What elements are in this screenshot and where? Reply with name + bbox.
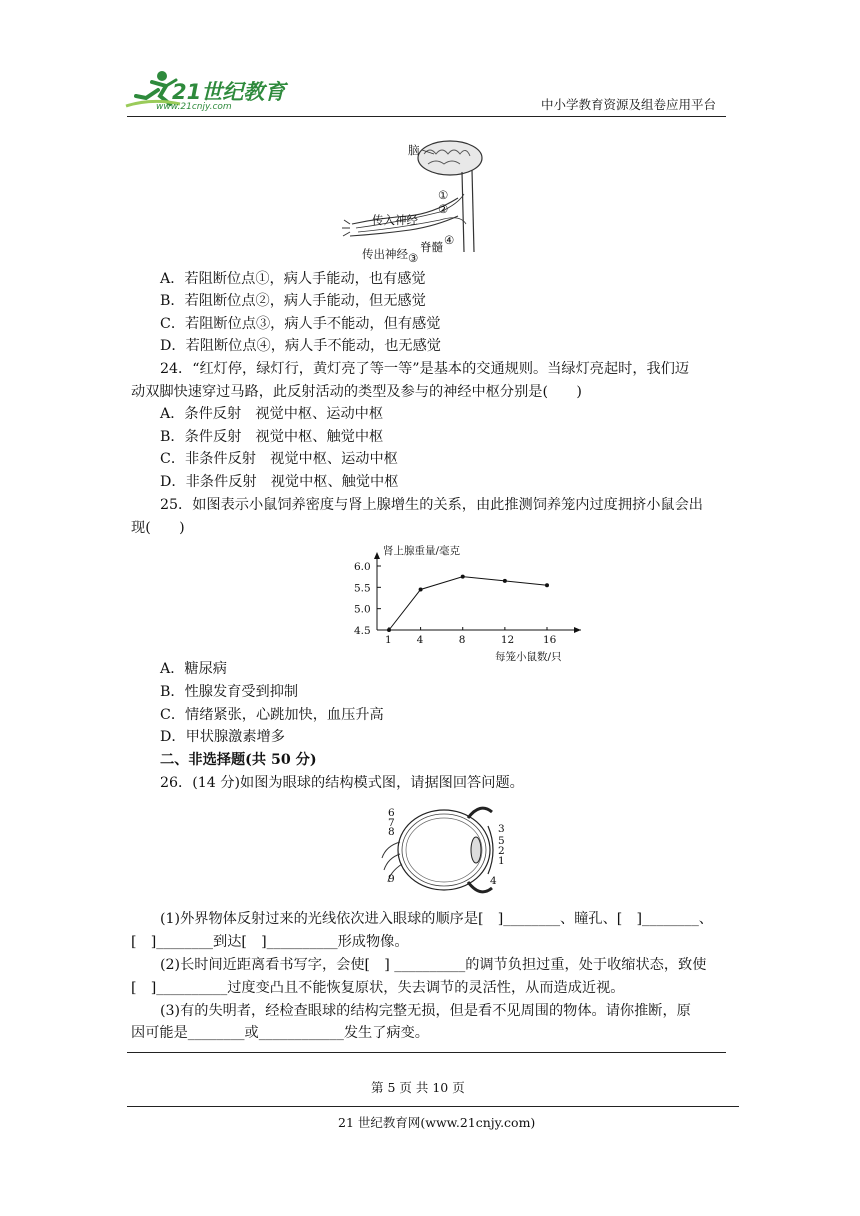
chart-data-point xyxy=(503,579,507,583)
eye-label-9: 9 xyxy=(388,873,395,885)
reflex-arc-figure xyxy=(340,134,500,264)
chart-xlabel: 每笼小鼠数/只 xyxy=(495,651,562,663)
chart-data-point xyxy=(419,587,423,591)
chart-data-point xyxy=(461,575,465,579)
footer-rule-top xyxy=(127,1052,726,1053)
q25-option-b: B．性腺发育受到抑制 xyxy=(160,684,299,700)
q24-stem-line1: 24．“红灯停，绿灯行，黄灯亮了等一等”是基本的交通规则。当绿灯亮起时，我们迈 xyxy=(160,361,690,377)
q24-option-b: B．条件反射 视觉中枢、触觉中枢 xyxy=(160,429,384,445)
eye-label-1: 1 xyxy=(498,855,505,867)
logo-title: 21世纪教育 xyxy=(172,80,286,104)
q25-option-d: D．甲状腺激素增多 xyxy=(160,729,285,745)
chart-x-tick-label: 4 xyxy=(416,634,424,646)
eye-label-8: 8 xyxy=(388,826,395,838)
q23-option-b: B．若阻断位点②，病人手能动，但无感觉 xyxy=(160,293,426,309)
brain-shape xyxy=(418,141,482,175)
chart-x-tick-label: 16 xyxy=(543,634,557,646)
eyeball-shape xyxy=(382,808,493,892)
eye-label-6: 6 xyxy=(388,807,395,819)
q25-stem-line2: 现( ) xyxy=(131,520,185,536)
chart-x-arrow xyxy=(574,627,581,633)
chart-x-tick-label: 8 xyxy=(458,634,466,646)
chart-y-arrow xyxy=(374,552,380,559)
eye-label-4: 4 xyxy=(490,875,497,887)
section-title: 二、非选择题(共 50 分) xyxy=(160,752,317,768)
site-credit: 21 世纪教育网(www.21cnjy.com) xyxy=(338,1115,536,1130)
q24-stem-line2: 动双脚快速穿过马路，此反射活动的类型及参与的神经中枢分别是( ) xyxy=(131,384,582,400)
chart-y-tick-label: 5.5 xyxy=(354,582,371,595)
q25-option-c: C．情绪紧张，心跳加快，血压升高 xyxy=(160,707,384,723)
q24-option-d: D．非条件反射 视觉中枢、触觉中枢 xyxy=(160,474,399,490)
label-n4: ④ xyxy=(444,233,455,247)
adrenal-weight-chart xyxy=(345,540,605,665)
eye-label-7: 7 xyxy=(388,817,395,829)
page-number: 第 5 页 共 10 页 xyxy=(371,1080,465,1095)
header-rule xyxy=(127,116,726,117)
logo-url: www.21cnjy.com xyxy=(156,102,232,112)
q24-option-c: C．非条件反射 视觉中枢、运动中枢 xyxy=(160,451,398,467)
q26-part3-line1: (3)有的失明者，经检查眼球的结构完整无损，但是看不见周围的物体。请你推断，原 xyxy=(160,1003,691,1019)
q23-option-d: D．若阻断位点④，病人手不能动，也无感觉 xyxy=(160,338,441,354)
platform-name: 中小学教育资源及组卷应用平台 xyxy=(541,97,717,112)
label-spinal: 脊髓 xyxy=(420,240,443,254)
chart-x-tick-label: 1 xyxy=(385,634,392,646)
q25-stem-line1: 25．如图表示小鼠饲养密度与肾上腺增生的关系，由此推测饲养笼内过度拥挤小鼠会出 xyxy=(160,497,703,513)
chart-data-point xyxy=(545,583,549,587)
q24-option-a: A．条件反射 视觉中枢、运动中枢 xyxy=(160,406,384,422)
q26-part1-line2: [ ]________到达[ ]__________形成物像。 xyxy=(131,934,409,950)
label-efferent: 传出神经 xyxy=(362,247,408,261)
chart-y-tick-label: 4.5 xyxy=(354,625,371,637)
label-n1: ① xyxy=(438,188,449,202)
chart-data-point xyxy=(387,628,391,632)
footer-rule-bottom xyxy=(127,1106,739,1107)
label-brain: 脑 xyxy=(408,143,420,157)
eye-label-5: 5 xyxy=(498,835,505,847)
q23-option-a: A．若阻断位点①，病人手能动，也有感觉 xyxy=(160,271,426,287)
label-afferent: 传入神经 xyxy=(372,213,418,227)
q26-title: 26．(14 分)如图为眼球的结构模式图，请据图回答问题。 xyxy=(160,775,524,791)
q26-part1-line1: (1)外界物体反射过来的光线依次进入眼球的顺序是[ ]________、瞳孔、[ ]________、 xyxy=(160,911,713,927)
q26-part2-line2: [ ]__________过度变凸且不能恢复原状，失去调节的灵活性，从而造成近视。 xyxy=(131,980,625,996)
q23-option-c: C．若阻断位点③，病人手不能动，但有感觉 xyxy=(160,316,441,332)
eye-structure-figure xyxy=(380,802,520,902)
label-n2: ② xyxy=(438,202,449,216)
chart-ylabel: 肾上腺重量/毫克 xyxy=(383,545,461,557)
label-n3: ③ xyxy=(408,251,419,264)
site-logo xyxy=(122,68,292,116)
chart-x-tick-label: 12 xyxy=(500,634,515,646)
eye-label-3: 3 xyxy=(498,823,505,835)
eye-label-2: 2 xyxy=(498,845,505,857)
q26-part2-line1: (2)长时间近距离看书写字，会使[ ] __________的调节负担过重，处于收缩状态，致使 xyxy=(160,957,707,973)
chart-y-tick-label: 5.0 xyxy=(354,603,371,616)
chart-series-line xyxy=(389,577,547,630)
q26-part3-line2: 因可能是________或____________发生了病变。 xyxy=(131,1025,429,1041)
chart-y-tick-label: 6.0 xyxy=(354,561,371,573)
q25-option-a: A．糖尿病 xyxy=(160,661,227,677)
